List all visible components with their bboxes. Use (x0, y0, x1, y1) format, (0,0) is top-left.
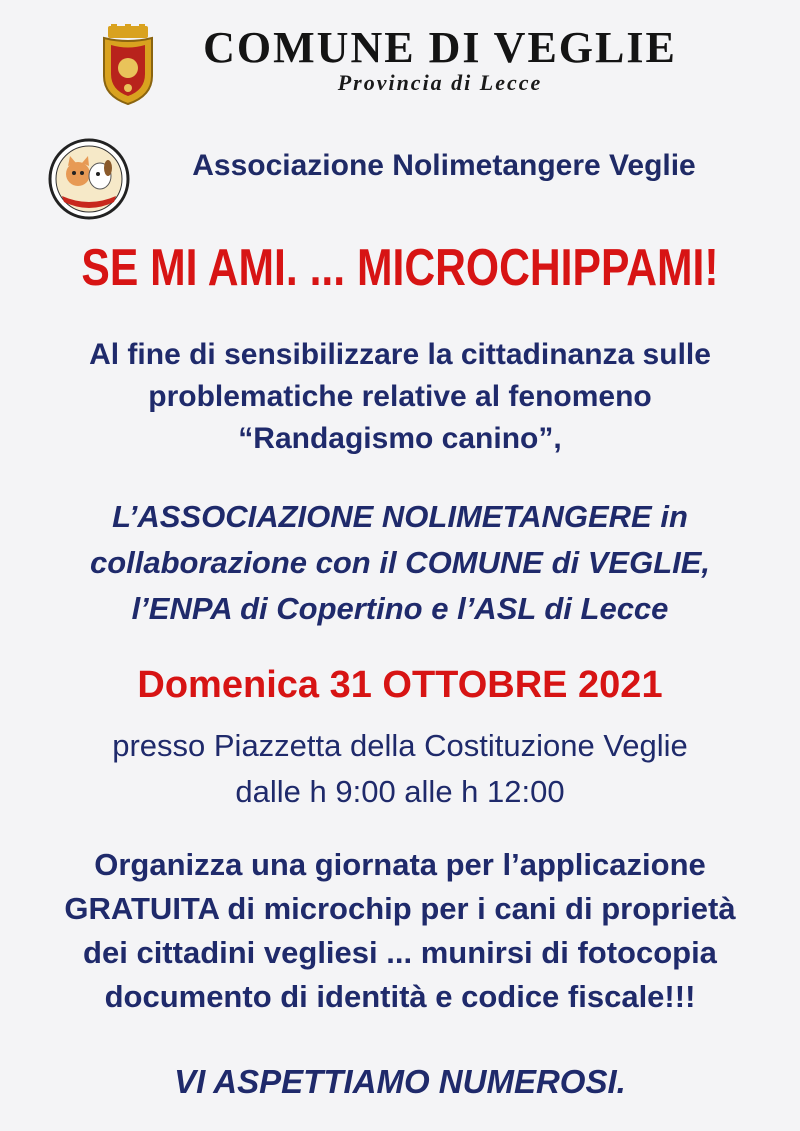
comune-crest-icon (100, 24, 156, 106)
collaboration-line: l’ENPA di Copertino e l’ASL di Lecce (131, 591, 669, 626)
event-hours: dalle h 9:00 alle h 12:00 (235, 774, 565, 809)
intro-line: “Randagismo canino”, (238, 422, 562, 455)
details-line: documento di identità e codice fiscale!!! (104, 979, 696, 1014)
event-location (0, 723, 800, 815)
details-line: dei cittadini vegliesi ... munirsi di fotocopia (83, 935, 717, 970)
collaboration-paragraph (0, 494, 800, 632)
event-venue: presso Piazzetta della Costituzione Veglie (112, 728, 688, 763)
headline: SE MI AMI. ... MICROCHIPPAMI! (81, 239, 719, 297)
closing-line: VI ASPETTIAMO NUMEROSI. (174, 1063, 626, 1100)
comune-title: COMUNE DI VEGLIE (203, 23, 677, 72)
collaboration-line: L’ASSOCIAZIONE NOLIMETANGERE in (112, 499, 688, 534)
intro-paragraph (0, 334, 800, 460)
collaboration-line: collaborazione con il COMUNE di VEGLIE, (89, 545, 711, 580)
details-paragraph (0, 843, 800, 1019)
association-logo-icon (48, 138, 130, 220)
details-line: GRATUITA di microchip per i cani di proprietà (64, 891, 736, 926)
province-subtitle: Provincia di Lecce (337, 70, 543, 95)
association-name: Associazione Nolimetangere Veglie (192, 149, 696, 182)
event-date: Domenica 31 OTTOBRE 2021 (137, 664, 663, 706)
intro-line: Al fine di sensibilizzare la cittadinanza sulle (89, 338, 711, 371)
details-line: Organizza una giornata per l’applicazione (94, 847, 706, 882)
intro-line: problematiche relative al fenomeno (148, 380, 652, 413)
